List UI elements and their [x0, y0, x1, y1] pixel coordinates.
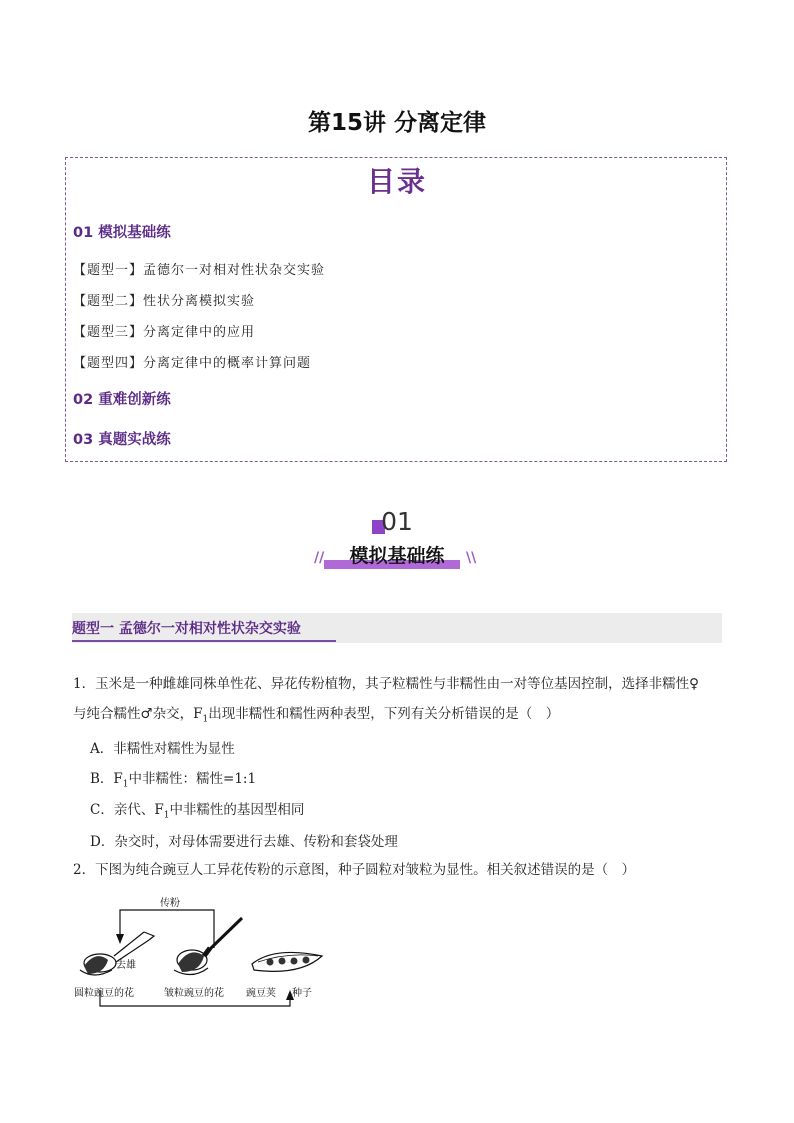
toc-section-1[interactable]: 01 模拟基础练 [73, 225, 171, 241]
type-heading: 题型一 孟德尔一对相对性状杂交实验 [72, 621, 301, 637]
toc-section-3[interactable]: 03 真题实战练 [73, 432, 171, 448]
toc-title: 目录 [366, 165, 427, 198]
question-1-option-d[interactable]: D．杂交时，对母体需要进行去雄、传粉和套袋处理 [90, 834, 398, 850]
question-1-line-1: 1．玉米是一种雌雄同株单性花、异花传粉植物，其子粒糯性与非糯性由一对等位基因控制，选择非糯性♀ [73, 676, 699, 692]
label-seed: 种子 [292, 988, 312, 999]
toc-item-type4[interactable]: 【题型四】分离定律中的概率计算问题 [73, 356, 312, 371]
pea-pollination-figure [74, 888, 334, 1013]
toc-section-2[interactable]: 02 重难创新练 [73, 392, 171, 408]
label-round-flower: 圆粒豌豆的花 [74, 988, 134, 999]
label-pollination: 传粉 [160, 898, 180, 909]
toc-item-type3[interactable]: 【题型三】分离定律中的应用 [73, 325, 256, 340]
label-wrinkled-flower: 皱粒豌豆的花 [164, 988, 224, 999]
question-2-text: 2．下图为纯合豌豆人工异花传粉的示意图，种子圆粒对皱粒为显性。相关叙述错误的是（ ） [73, 862, 636, 878]
section-label: 模拟基础练 [349, 545, 445, 567]
label-emasculation: 去雄 [116, 960, 136, 971]
page-title: 第15讲 分离定律 [307, 110, 486, 136]
toc-item-type1[interactable]: 【题型一】孟德尔一对相对性状杂交实验 [73, 263, 326, 278]
section-right-decoration: \\ [466, 550, 477, 566]
label-pod: 豌豆荚 [246, 988, 276, 999]
toc-item-type2[interactable]: 【题型二】性状分离模拟实验 [73, 294, 256, 309]
question-1-option-b[interactable]: B．$F_1$中非糯性：糯性=1:1 [90, 771, 257, 790]
section-number: 01 [381, 507, 413, 536]
question-1-option-a[interactable]: A．非糯性对糯性为显性 [90, 741, 235, 757]
toc-box [65, 157, 727, 462]
section-left-decoration: // [314, 550, 325, 566]
question-1-option-c[interactable]: C．亲代、$F_1$中非糯性的基因型相同 [90, 802, 305, 821]
question-1-line-2: 与纯合糯性♂杂交，$F_1$出现非糯性和糯性两种表型，下列有关分析错误的是（ ） [73, 706, 560, 725]
type-heading-underline [72, 640, 336, 642]
